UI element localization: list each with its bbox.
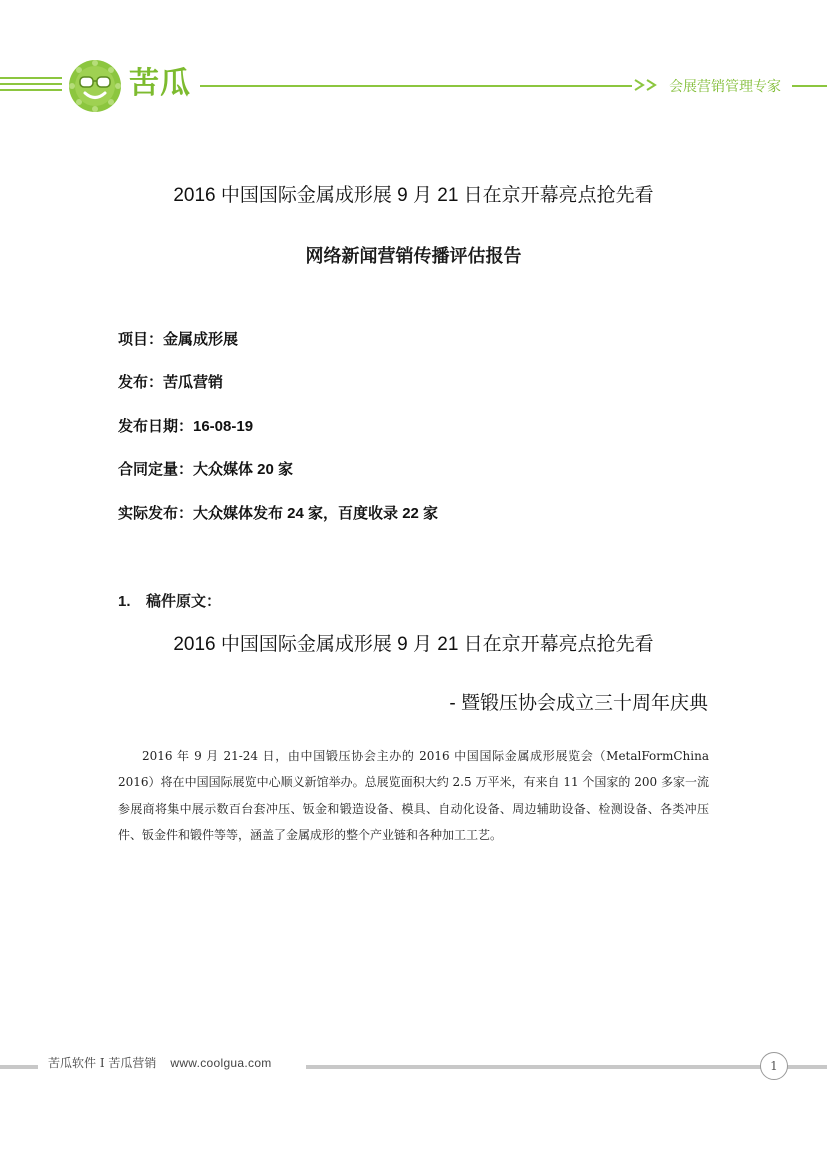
meta-project: 项目：金属成形展 bbox=[118, 331, 239, 348]
section-label: 稿件原文： bbox=[146, 593, 222, 610]
footer-text bbox=[48, 1055, 272, 1071]
footer-rule bbox=[0, 1065, 38, 1069]
document-subtitle: 网络新闻营销传播评估报告 bbox=[305, 246, 522, 266]
article-subtitle: - 暨锻压协会成立三十周年庆典 bbox=[449, 693, 708, 714]
section-number: 1. bbox=[118, 593, 131, 610]
footer-company: 苦瓜软件 I 苦瓜营销 bbox=[48, 1056, 157, 1070]
section-heading bbox=[118, 592, 221, 612]
meta-actual-release: 实际发布：大众媒体发布 24 家，百度收录 22 家 bbox=[118, 505, 439, 522]
meta-date: 发布日期：16-08-19 bbox=[118, 418, 254, 435]
header-rule bbox=[0, 89, 62, 91]
brand-name: 苦瓜 bbox=[129, 67, 191, 100]
smiling-bitter-melon-with-sunglasses-icon bbox=[68, 59, 122, 113]
tagline: 会展营销管理专家 bbox=[669, 78, 781, 94]
document-title: 2016 中国国际金属成形展 9 月 21 日在京开幕亮点抢先看 bbox=[173, 185, 654, 206]
header-rule bbox=[0, 77, 62, 79]
article-title: 2016 中国国际金属成形展 9 月 21 日在京开幕亮点抢先看 bbox=[173, 634, 654, 655]
article-body: 2016 年 9 月 21-24 日，由中国锻压协会主办的 2016 中国国际金属成形展览会（MetalFormChina 2016）将在中国国际展览中心顺义新馆举办。总展览面积大约 2.5 万平米，有来自 11 个国家的 200 多家一流参展商将集中展示数百台套冲压、钣金和锻造设备、模具、自动化设备、周边辅助设备、检测设备、各类冲压件、钣金件和锻件等等，涵盖了金属成形的整个产业链和各种加工工艺。 bbox=[118, 749, 709, 843]
footer-url[interactable]: www.coolgua.com bbox=[170, 1056, 272, 1070]
meta-contract-quota: 合同定量：大众媒体 20 家 bbox=[118, 461, 294, 478]
header-rule bbox=[0, 83, 62, 85]
meta-publisher: 发布：苦瓜营销 bbox=[118, 374, 224, 391]
header-rule bbox=[792, 85, 827, 87]
header-rule bbox=[200, 85, 632, 87]
footer-rule bbox=[306, 1065, 827, 1069]
page-number: 1 bbox=[760, 1052, 788, 1080]
double-chevron-right-icon bbox=[633, 78, 663, 92]
